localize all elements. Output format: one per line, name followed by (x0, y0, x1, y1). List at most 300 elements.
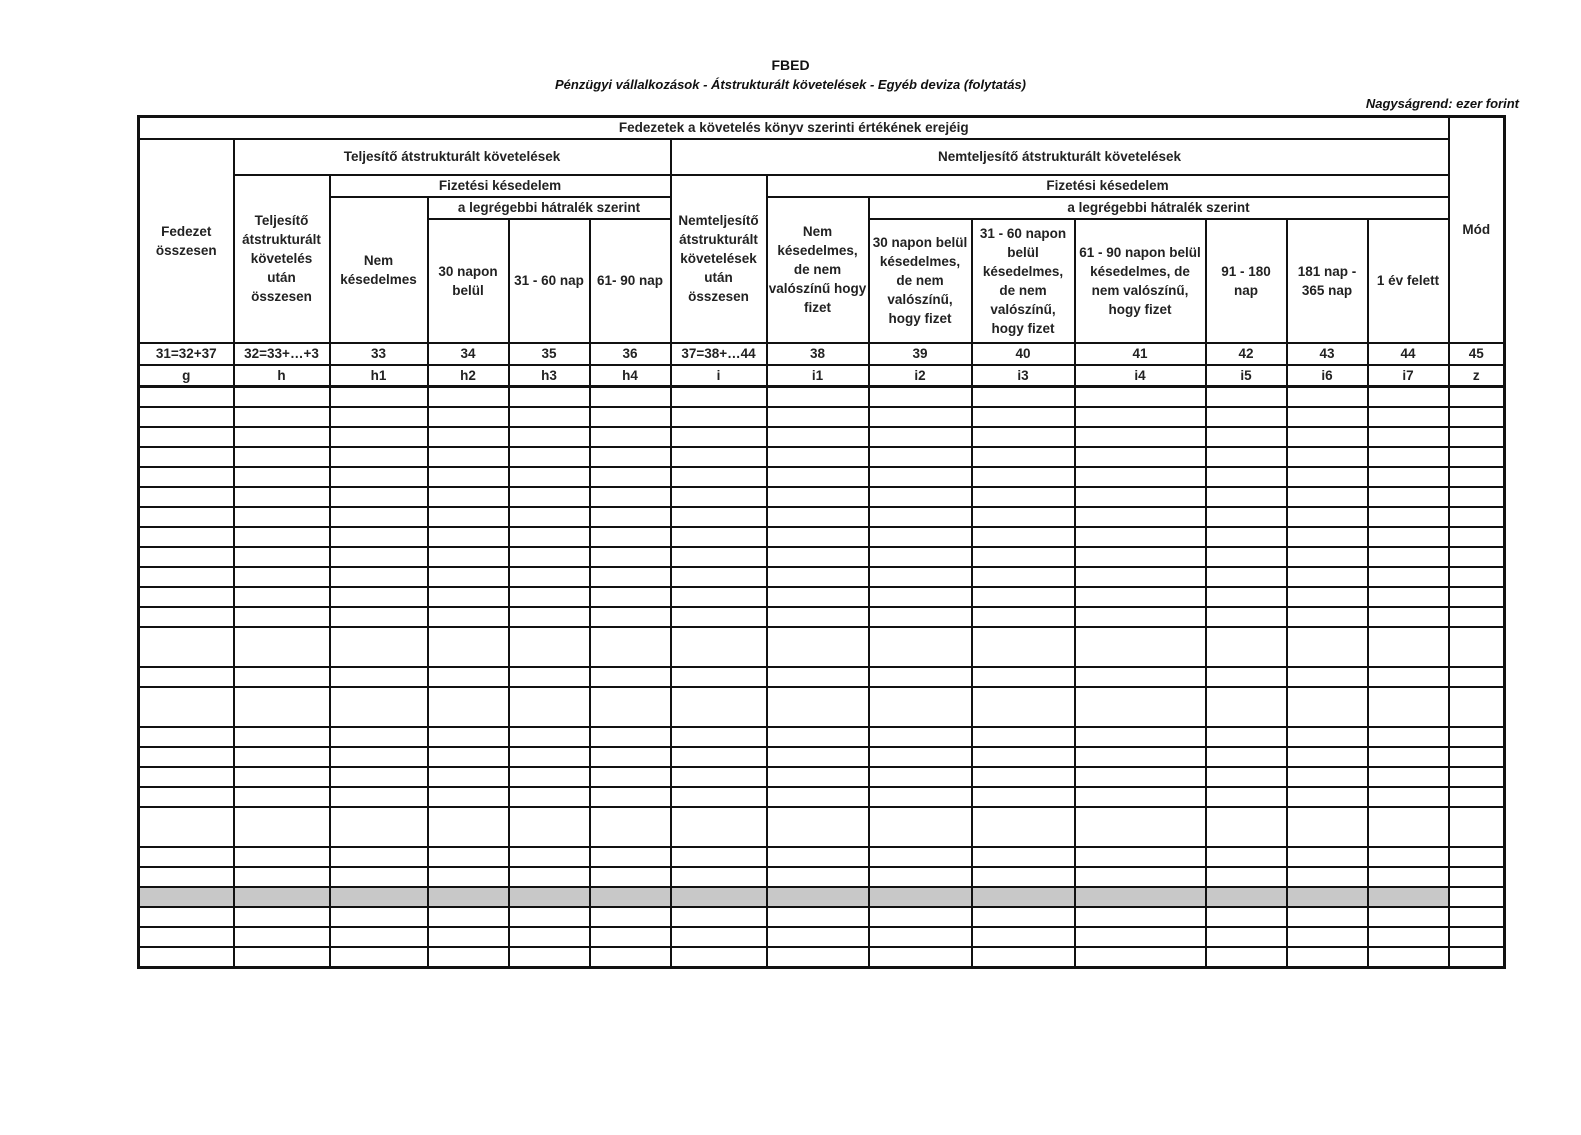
table-cell[interactable] (1075, 627, 1206, 667)
table-cell[interactable] (1075, 447, 1206, 467)
table-cell[interactable] (139, 567, 234, 587)
table-cell[interactable] (1449, 447, 1505, 467)
table-cell[interactable] (972, 627, 1075, 667)
table-cell[interactable] (509, 887, 590, 907)
table-cell[interactable] (139, 487, 234, 507)
table-cell[interactable] (1206, 527, 1287, 547)
table-cell[interactable] (1206, 407, 1287, 427)
table-cell[interactable] (509, 567, 590, 587)
table-cell[interactable] (972, 607, 1075, 627)
table-cell[interactable] (1075, 807, 1206, 847)
table-cell[interactable] (590, 667, 671, 687)
table-cell[interactable] (590, 607, 671, 627)
table-cell[interactable] (590, 907, 671, 927)
table-cell[interactable] (1287, 867, 1368, 887)
table-cell[interactable] (590, 567, 671, 587)
table-cell[interactable] (1368, 587, 1449, 607)
table-cell[interactable] (139, 667, 234, 687)
table-cell[interactable] (1206, 907, 1287, 927)
table-cell[interactable] (139, 947, 234, 968)
table-cell[interactable] (428, 807, 509, 847)
table-cell[interactable] (767, 787, 869, 807)
table-cell[interactable] (509, 927, 590, 947)
table-cell[interactable] (1368, 487, 1449, 507)
table-cell[interactable] (428, 847, 509, 867)
table-cell[interactable] (428, 687, 509, 727)
table-cell[interactable] (428, 667, 509, 687)
table-cell[interactable] (1449, 687, 1505, 727)
table-cell[interactable] (234, 787, 330, 807)
table-cell[interactable] (1449, 667, 1505, 687)
table-cell[interactable] (869, 387, 972, 408)
table-cell[interactable] (767, 407, 869, 427)
table-cell[interactable] (1075, 787, 1206, 807)
table-cell[interactable] (1287, 927, 1368, 947)
table-cell[interactable] (1206, 587, 1287, 607)
table-cell[interactable] (509, 427, 590, 447)
table-cell[interactable] (234, 947, 330, 968)
table-cell[interactable] (1368, 727, 1449, 747)
table-cell[interactable] (234, 807, 330, 847)
table-cell[interactable] (869, 467, 972, 487)
table-cell[interactable] (234, 887, 330, 907)
table-cell[interactable] (1206, 387, 1287, 408)
table-cell[interactable] (671, 867, 767, 887)
table-cell[interactable] (428, 447, 509, 467)
table-cell[interactable] (1287, 747, 1368, 767)
table-cell[interactable] (671, 467, 767, 487)
table-cell[interactable] (972, 867, 1075, 887)
table-cell[interactable] (1287, 587, 1368, 607)
table-cell[interactable] (1368, 607, 1449, 627)
table-cell[interactable] (428, 587, 509, 607)
table-cell[interactable] (139, 547, 234, 567)
table-cell[interactable] (972, 467, 1075, 487)
table-cell[interactable] (1206, 747, 1287, 767)
table-cell[interactable] (671, 527, 767, 547)
table-cell[interactable] (428, 627, 509, 667)
table-cell[interactable] (590, 447, 671, 467)
table-cell[interactable] (1368, 627, 1449, 667)
table-cell[interactable] (1368, 547, 1449, 567)
table-cell[interactable] (234, 907, 330, 927)
table-cell[interactable] (869, 607, 972, 627)
table-cell[interactable] (139, 467, 234, 487)
table-cell[interactable] (1206, 847, 1287, 867)
table-cell[interactable] (428, 887, 509, 907)
table-cell[interactable] (1368, 847, 1449, 867)
table-cell[interactable] (330, 447, 428, 467)
table-cell[interactable] (972, 887, 1075, 907)
table-cell[interactable] (509, 587, 590, 607)
table-cell[interactable] (1368, 947, 1449, 968)
table-cell[interactable] (139, 887, 234, 907)
table-cell[interactable] (671, 747, 767, 767)
table-cell[interactable] (671, 727, 767, 747)
table-cell[interactable] (139, 527, 234, 547)
table-cell[interactable] (869, 947, 972, 968)
table-cell[interactable] (671, 487, 767, 507)
table-cell[interactable] (1368, 907, 1449, 927)
table-cell[interactable] (767, 547, 869, 567)
table-cell[interactable] (972, 387, 1075, 408)
table-cell[interactable] (428, 767, 509, 787)
table-cell[interactable] (972, 787, 1075, 807)
table-cell[interactable] (139, 607, 234, 627)
table-cell[interactable] (767, 387, 869, 408)
table-cell[interactable] (1206, 887, 1287, 907)
table-cell[interactable] (234, 607, 330, 627)
table-cell[interactable] (767, 907, 869, 927)
table-cell[interactable] (671, 507, 767, 527)
table-cell[interactable] (1449, 767, 1505, 787)
table-cell[interactable] (1368, 467, 1449, 487)
table-cell[interactable] (139, 927, 234, 947)
table-cell[interactable] (972, 487, 1075, 507)
table-cell[interactable] (428, 927, 509, 947)
table-cell[interactable] (1075, 607, 1206, 627)
table-cell[interactable] (234, 447, 330, 467)
table-cell[interactable] (767, 527, 869, 547)
table-cell[interactable] (234, 487, 330, 507)
table-cell[interactable] (767, 507, 869, 527)
table-cell[interactable] (869, 407, 972, 427)
table-cell[interactable] (671, 627, 767, 667)
table-cell[interactable] (1287, 387, 1368, 408)
table-cell[interactable] (869, 667, 972, 687)
table-cell[interactable] (1287, 887, 1368, 907)
table-cell[interactable] (1075, 667, 1206, 687)
table-cell[interactable] (1449, 527, 1505, 547)
table-cell[interactable] (1075, 427, 1206, 447)
table-cell[interactable] (234, 387, 330, 408)
table-cell[interactable] (1449, 567, 1505, 587)
table-cell[interactable] (428, 427, 509, 447)
table-cell[interactable] (767, 487, 869, 507)
table-cell[interactable] (972, 767, 1075, 787)
table-cell[interactable] (1368, 407, 1449, 427)
table-cell[interactable] (139, 507, 234, 527)
table-cell[interactable] (590, 747, 671, 767)
table-cell[interactable] (1449, 907, 1505, 927)
table-cell[interactable] (1449, 867, 1505, 887)
table-cell[interactable] (330, 867, 428, 887)
table-cell[interactable] (509, 687, 590, 727)
table-cell[interactable] (1287, 907, 1368, 927)
table-cell[interactable] (509, 507, 590, 527)
table-cell[interactable] (767, 927, 869, 947)
table-cell[interactable] (590, 427, 671, 447)
table-cell[interactable] (330, 427, 428, 447)
table-cell[interactable] (330, 807, 428, 847)
table-cell[interactable] (428, 787, 509, 807)
table-cell[interactable] (139, 447, 234, 467)
table-cell[interactable] (767, 947, 869, 968)
table-cell[interactable] (590, 847, 671, 867)
table-cell[interactable] (972, 547, 1075, 567)
table-cell[interactable] (1449, 427, 1505, 447)
table-cell[interactable] (869, 867, 972, 887)
table-cell[interactable] (509, 387, 590, 408)
table-cell[interactable] (869, 747, 972, 767)
table-cell[interactable] (1075, 507, 1206, 527)
table-cell[interactable] (1449, 467, 1505, 487)
table-cell[interactable] (330, 847, 428, 867)
table-cell[interactable] (590, 387, 671, 408)
table-cell[interactable] (767, 807, 869, 847)
table-cell[interactable] (671, 667, 767, 687)
table-cell[interactable] (509, 447, 590, 467)
table-cell[interactable] (139, 587, 234, 607)
table-cell[interactable] (972, 507, 1075, 527)
table-cell[interactable] (1368, 507, 1449, 527)
table-cell[interactable] (1206, 547, 1287, 567)
table-cell[interactable] (428, 567, 509, 587)
table-cell[interactable] (1287, 427, 1368, 447)
table-cell[interactable] (972, 687, 1075, 727)
table-cell[interactable] (767, 667, 869, 687)
table-cell[interactable] (671, 607, 767, 627)
table-cell[interactable] (869, 507, 972, 527)
table-cell[interactable] (234, 867, 330, 887)
table-cell[interactable] (428, 487, 509, 507)
table-cell[interactable] (590, 407, 671, 427)
table-cell[interactable] (1075, 407, 1206, 427)
table-cell[interactable] (234, 767, 330, 787)
table-cell[interactable] (234, 667, 330, 687)
table-cell[interactable] (139, 807, 234, 847)
table-cell[interactable] (1075, 867, 1206, 887)
table-cell[interactable] (509, 747, 590, 767)
table-cell[interactable] (234, 407, 330, 427)
table-cell[interactable] (590, 807, 671, 847)
table-cell[interactable] (1287, 667, 1368, 687)
table-cell[interactable] (671, 407, 767, 427)
table-cell[interactable] (590, 947, 671, 968)
table-cell[interactable] (1287, 787, 1368, 807)
table-cell[interactable] (1449, 627, 1505, 667)
table-cell[interactable] (428, 867, 509, 887)
table-cell[interactable] (1075, 487, 1206, 507)
table-cell[interactable] (869, 547, 972, 567)
table-cell[interactable] (972, 447, 1075, 467)
table-cell[interactable] (972, 667, 1075, 687)
table-cell[interactable] (509, 487, 590, 507)
table-cell[interactable] (330, 747, 428, 767)
table-cell[interactable] (1449, 547, 1505, 567)
table-cell[interactable] (972, 907, 1075, 927)
table-cell[interactable] (869, 807, 972, 847)
table-cell[interactable] (1075, 767, 1206, 787)
table-cell[interactable] (671, 807, 767, 847)
table-cell[interactable] (509, 867, 590, 887)
table-cell[interactable] (330, 407, 428, 427)
table-cell[interactable] (330, 887, 428, 907)
table-cell[interactable] (671, 547, 767, 567)
table-cell[interactable] (869, 887, 972, 907)
table-cell[interactable] (139, 627, 234, 667)
table-cell[interactable] (869, 567, 972, 587)
table-cell[interactable] (869, 847, 972, 867)
table-cell[interactable] (1075, 587, 1206, 607)
table-cell[interactable] (1075, 727, 1206, 747)
table-cell[interactable] (1368, 667, 1449, 687)
table-cell[interactable] (972, 407, 1075, 427)
table-cell[interactable] (509, 907, 590, 927)
table-cell[interactable] (330, 947, 428, 968)
table-cell[interactable] (1287, 447, 1368, 467)
table-cell[interactable] (428, 747, 509, 767)
table-cell[interactable] (1449, 887, 1505, 907)
table-cell[interactable] (590, 687, 671, 727)
table-cell[interactable] (330, 467, 428, 487)
table-cell[interactable] (1449, 927, 1505, 947)
table-cell[interactable] (767, 607, 869, 627)
table-cell[interactable] (767, 847, 869, 867)
table-cell[interactable] (234, 727, 330, 747)
table-cell[interactable] (509, 407, 590, 427)
table-cell[interactable] (330, 567, 428, 587)
table-cell[interactable] (972, 727, 1075, 747)
table-cell[interactable] (869, 527, 972, 547)
table-cell[interactable] (1287, 407, 1368, 427)
table-cell[interactable] (428, 407, 509, 427)
table-cell[interactable] (869, 627, 972, 667)
table-cell[interactable] (767, 447, 869, 467)
table-cell[interactable] (972, 427, 1075, 447)
table-cell[interactable] (139, 387, 234, 408)
table-cell[interactable] (671, 847, 767, 867)
table-cell[interactable] (1206, 627, 1287, 667)
table-cell[interactable] (869, 907, 972, 927)
table-cell[interactable] (869, 447, 972, 467)
table-cell[interactable] (509, 547, 590, 567)
table-cell[interactable] (509, 947, 590, 968)
table-cell[interactable] (330, 727, 428, 747)
table-cell[interactable] (671, 767, 767, 787)
table-cell[interactable] (139, 787, 234, 807)
table-cell[interactable] (139, 747, 234, 767)
table-cell[interactable] (428, 527, 509, 547)
table-cell[interactable] (1206, 567, 1287, 587)
table-cell[interactable] (330, 687, 428, 727)
table-cell[interactable] (1206, 767, 1287, 787)
table-cell[interactable] (234, 587, 330, 607)
table-cell[interactable] (1449, 747, 1505, 767)
table-cell[interactable] (1449, 807, 1505, 847)
table-cell[interactable] (590, 507, 671, 527)
table-cell[interactable] (590, 587, 671, 607)
table-cell[interactable] (1449, 947, 1505, 968)
table-cell[interactable] (1368, 887, 1449, 907)
table-cell[interactable] (1287, 727, 1368, 747)
table-cell[interactable] (509, 467, 590, 487)
table-cell[interactable] (972, 947, 1075, 968)
table-cell[interactable] (1287, 467, 1368, 487)
table-cell[interactable] (869, 587, 972, 607)
table-cell[interactable] (428, 947, 509, 968)
table-cell[interactable] (509, 607, 590, 627)
table-cell[interactable] (330, 667, 428, 687)
table-cell[interactable] (1287, 767, 1368, 787)
table-cell[interactable] (1206, 867, 1287, 887)
table-cell[interactable] (671, 427, 767, 447)
table-cell[interactable] (1287, 487, 1368, 507)
table-cell[interactable] (330, 767, 428, 787)
table-cell[interactable] (869, 767, 972, 787)
table-cell[interactable] (972, 567, 1075, 587)
table-cell[interactable] (1206, 727, 1287, 747)
table-cell[interactable] (1368, 387, 1449, 408)
table-cell[interactable] (590, 767, 671, 787)
table-cell[interactable] (1075, 387, 1206, 408)
table-cell[interactable] (1206, 467, 1287, 487)
table-cell[interactable] (671, 567, 767, 587)
table-cell[interactable] (590, 887, 671, 907)
table-cell[interactable] (1287, 507, 1368, 527)
table-cell[interactable] (767, 627, 869, 667)
table-cell[interactable] (1368, 807, 1449, 847)
table-cell[interactable] (671, 687, 767, 727)
table-cell[interactable] (1206, 607, 1287, 627)
table-cell[interactable] (671, 927, 767, 947)
table-cell[interactable] (590, 787, 671, 807)
table-cell[interactable] (1287, 807, 1368, 847)
table-cell[interactable] (1287, 687, 1368, 727)
table-cell[interactable] (1287, 947, 1368, 968)
table-cell[interactable] (139, 847, 234, 867)
table-cell[interactable] (428, 607, 509, 627)
table-cell[interactable] (1287, 527, 1368, 547)
table-cell[interactable] (1449, 507, 1505, 527)
table-cell[interactable] (590, 727, 671, 747)
table-cell[interactable] (972, 847, 1075, 867)
table-cell[interactable] (509, 767, 590, 787)
table-cell[interactable] (590, 927, 671, 947)
table-cell[interactable] (509, 807, 590, 847)
table-cell[interactable] (590, 627, 671, 667)
table-cell[interactable] (1449, 587, 1505, 607)
table-cell[interactable] (1206, 807, 1287, 847)
table-cell[interactable] (1449, 787, 1505, 807)
table-cell[interactable] (1368, 867, 1449, 887)
table-cell[interactable] (869, 787, 972, 807)
table-cell[interactable] (330, 927, 428, 947)
table-cell[interactable] (767, 687, 869, 727)
table-cell[interactable] (1287, 627, 1368, 667)
table-cell[interactable] (972, 587, 1075, 607)
table-cell[interactable] (767, 867, 869, 887)
table-cell[interactable] (1206, 947, 1287, 968)
table-cell[interactable] (869, 687, 972, 727)
table-cell[interactable] (1206, 927, 1287, 947)
table-cell[interactable] (330, 507, 428, 527)
table-cell[interactable] (1368, 687, 1449, 727)
table-cell[interactable] (1075, 467, 1206, 487)
table-cell[interactable] (1368, 427, 1449, 447)
table-cell[interactable] (1368, 767, 1449, 787)
table-cell[interactable] (972, 747, 1075, 767)
table-cell[interactable] (1075, 527, 1206, 547)
table-cell[interactable] (1075, 947, 1206, 968)
table-cell[interactable] (767, 427, 869, 447)
table-cell[interactable] (590, 547, 671, 567)
table-cell[interactable] (139, 867, 234, 887)
table-cell[interactable] (428, 727, 509, 747)
table-cell[interactable] (330, 547, 428, 567)
table-cell[interactable] (1206, 447, 1287, 467)
table-cell[interactable] (139, 687, 234, 727)
